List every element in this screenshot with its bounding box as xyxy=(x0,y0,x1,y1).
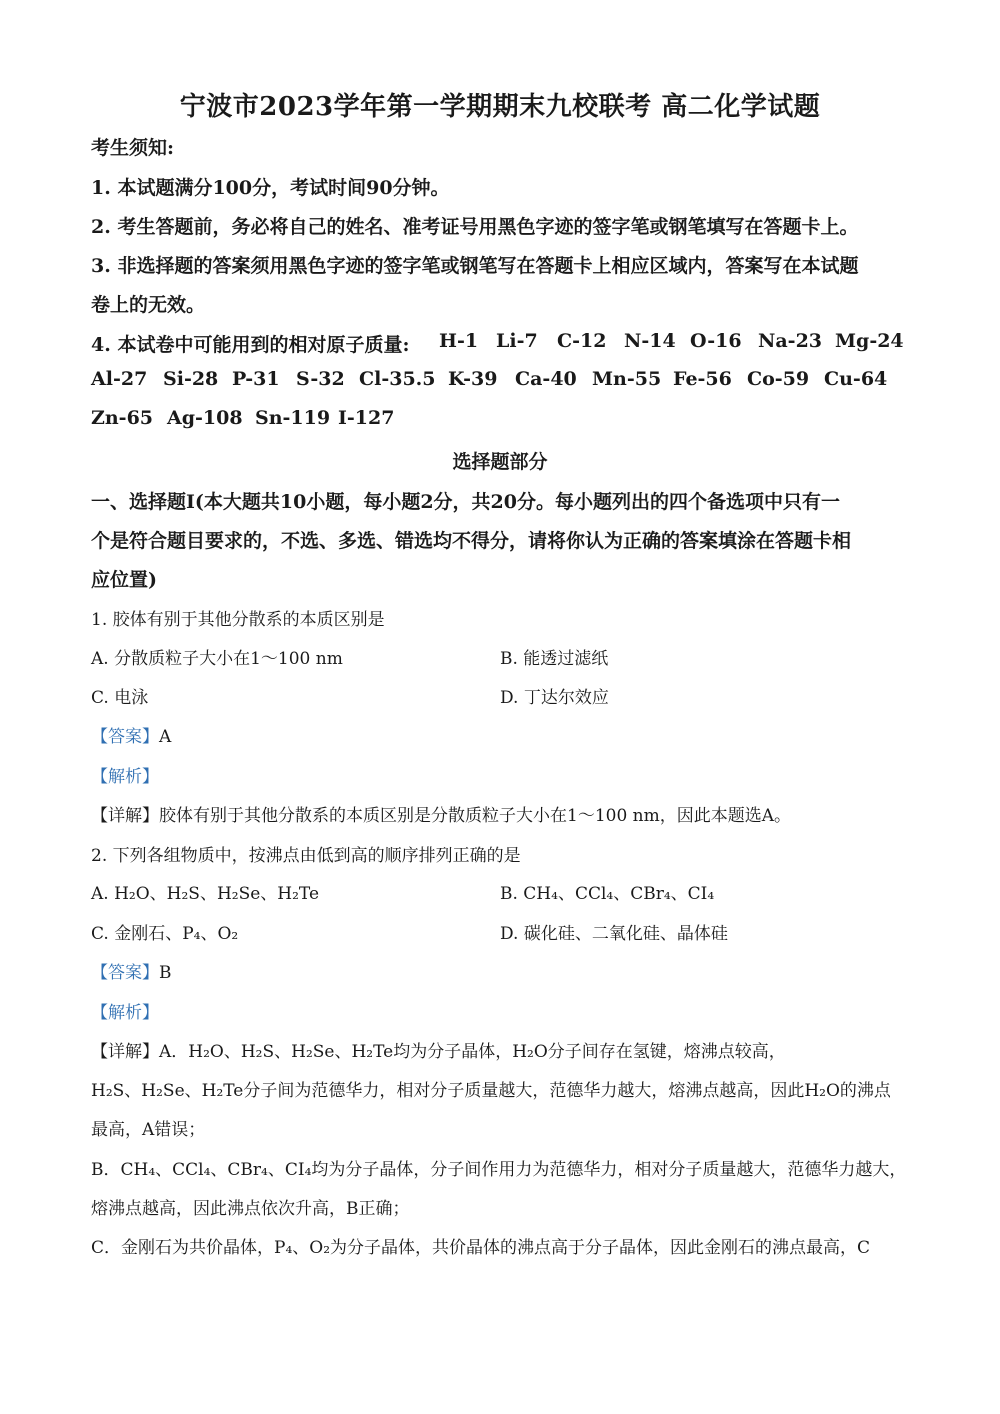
atomic-mass: Co-59 xyxy=(747,368,810,390)
exam-title: 宁波市2023学年第一学期期末九校联考 高二化学试题 xyxy=(179,92,821,122)
question-2-detail-line-5: 熔沸点越高，因此沸点依次升高，B正确； xyxy=(91,1199,410,1219)
analysis-label: 【解析】 xyxy=(91,1003,159,1023)
atomic-mass: Ag-108 xyxy=(167,407,243,429)
atomic-mass: O-16 xyxy=(690,330,742,352)
atomic-mass: Sn-119 xyxy=(255,407,331,429)
answer-value: B xyxy=(159,963,172,983)
question-1-detail xyxy=(91,801,791,826)
atomic-mass: S-32 xyxy=(296,368,345,390)
analysis-label: 【解析】 xyxy=(91,767,159,787)
notice-item-3: 3. 非选择题的答案须用黑色字迹的签字笔或钢笔写在答题卡上相应区域内，答案写在本试题 xyxy=(91,255,859,277)
question-2-detail-line-4: B．CH₄、CCl₄、CBr₄、CI₄均为分子晶体，分子间作用力为范德华力，相对分子质量越大，范德华力越大， xyxy=(91,1160,907,1180)
question-1-option-b: B. 能透过滤纸 xyxy=(500,649,609,669)
question-2-answer xyxy=(91,958,172,983)
atomic-mass: N-14 xyxy=(624,330,676,352)
question-1-analysis xyxy=(91,762,159,787)
detail-label: 【详解】 xyxy=(91,806,159,826)
atomic-mass: Al-27 xyxy=(91,368,148,390)
detail-label: 【详解】 xyxy=(91,1042,159,1062)
atomic-mass: K-39 xyxy=(448,368,498,390)
section-intro-line-2: 个是符合题目要求的，不选、多选、错选均不得分，请将你认为正确的答案填涂在答题卡相 xyxy=(91,530,852,552)
atomic-mass: I-127 xyxy=(338,407,395,429)
atomic-mass: Mn-55 xyxy=(592,368,662,390)
atomic-mass: Mg-24 xyxy=(835,330,904,352)
atomic-mass: Cl-35.5 xyxy=(359,368,436,390)
question-1-option-d: D. 丁达尔效应 xyxy=(500,688,609,708)
question-2-option-a: A. H₂O、H₂S、H₂Se、H₂Te xyxy=(91,884,320,904)
question-2-option-b: B. CH₄、CCl₄、CBr₄、CI₄ xyxy=(500,884,715,904)
question-1-option-c: C. 电泳 xyxy=(91,688,149,708)
atomic-mass: Zn-65 xyxy=(91,407,154,429)
detail-text: 胶体有别于其他分散系的本质区别是分散质粒子大小在1～100 nm，因此本题选A。 xyxy=(159,806,792,826)
atomic-mass: Fe-56 xyxy=(673,368,732,390)
notice-item-4: 4. 本试卷中可能用到的相对原子质量: xyxy=(91,334,410,356)
answer-value: A xyxy=(159,727,172,747)
atomic-mass: Na-23 xyxy=(758,330,823,352)
question-2-option-d: D. 碳化硅、二氧化硅、晶体硅 xyxy=(500,924,728,944)
question-1-stem: 1. 胶体有别于其他分散系的本质区别是 xyxy=(91,610,385,630)
question-1-answer xyxy=(91,722,171,747)
notice-heading: 考生须知: xyxy=(91,137,175,159)
question-2-detail-line-2: H₂S、H₂Se、H₂Te分子间为范德华力，相对分子质量越大，范德华力越大，熔沸点越高，因此H₂O的沸点 xyxy=(91,1081,891,1101)
notice-item-1: 1. 本试题满分100分，考试时间90分钟。 xyxy=(91,177,450,199)
section-intro-line-3: 应位置) xyxy=(91,569,157,591)
atomic-mass: Cu-64 xyxy=(824,368,888,390)
atomic-mass: Ca-40 xyxy=(515,368,577,390)
atomic-mass: P-31 xyxy=(232,368,280,390)
detail-text: A．H₂O、H₂S、H₂Se、H₂Te均为分子晶体，H₂O分子间存在氢键，熔沸点较高， xyxy=(159,1042,786,1062)
atomic-mass: C-12 xyxy=(557,330,607,352)
question-2-detail-line-3: 最高，A错误； xyxy=(91,1120,206,1140)
answer-label: 【答案】 xyxy=(91,727,159,747)
question-2-option-c: C. 金刚石、P₄、O₂ xyxy=(91,924,239,944)
answer-label: 【答案】 xyxy=(91,963,159,983)
question-2-detail-line-6: C．金刚石为共价晶体，P₄、O₂为分子晶体，共价晶体的沸点高于分子晶体，因此金刚石的沸点最高，C xyxy=(91,1238,871,1258)
question-1-option-a: A. 分散质粒子大小在1～100 nm xyxy=(91,649,343,669)
question-2-detail-line-1 xyxy=(91,1037,786,1062)
question-2-stem: 2. 下列各组物质中，按沸点由低到高的顺序排列正确的是 xyxy=(91,846,521,866)
atomic-mass: Si-28 xyxy=(163,368,219,390)
question-2-analysis xyxy=(91,998,159,1023)
notice-item-2: 2. 考生答题前，务必将自己的姓名、准考证号用黑色字迹的签字笔或钢笔填写在答题卡上。 xyxy=(91,216,859,238)
atomic-mass: Li-7 xyxy=(496,330,538,352)
section-intro-line-1: 一、选择题Ⅰ(本大题共10小题，每小题2分，共20分。每小题列出的四个备选项中只有一 xyxy=(91,491,840,513)
atomic-mass: H-1 xyxy=(439,330,479,352)
section-title: 选择题部分 xyxy=(452,451,548,473)
notice-item-3-cont: 卷上的无效。 xyxy=(91,294,206,316)
